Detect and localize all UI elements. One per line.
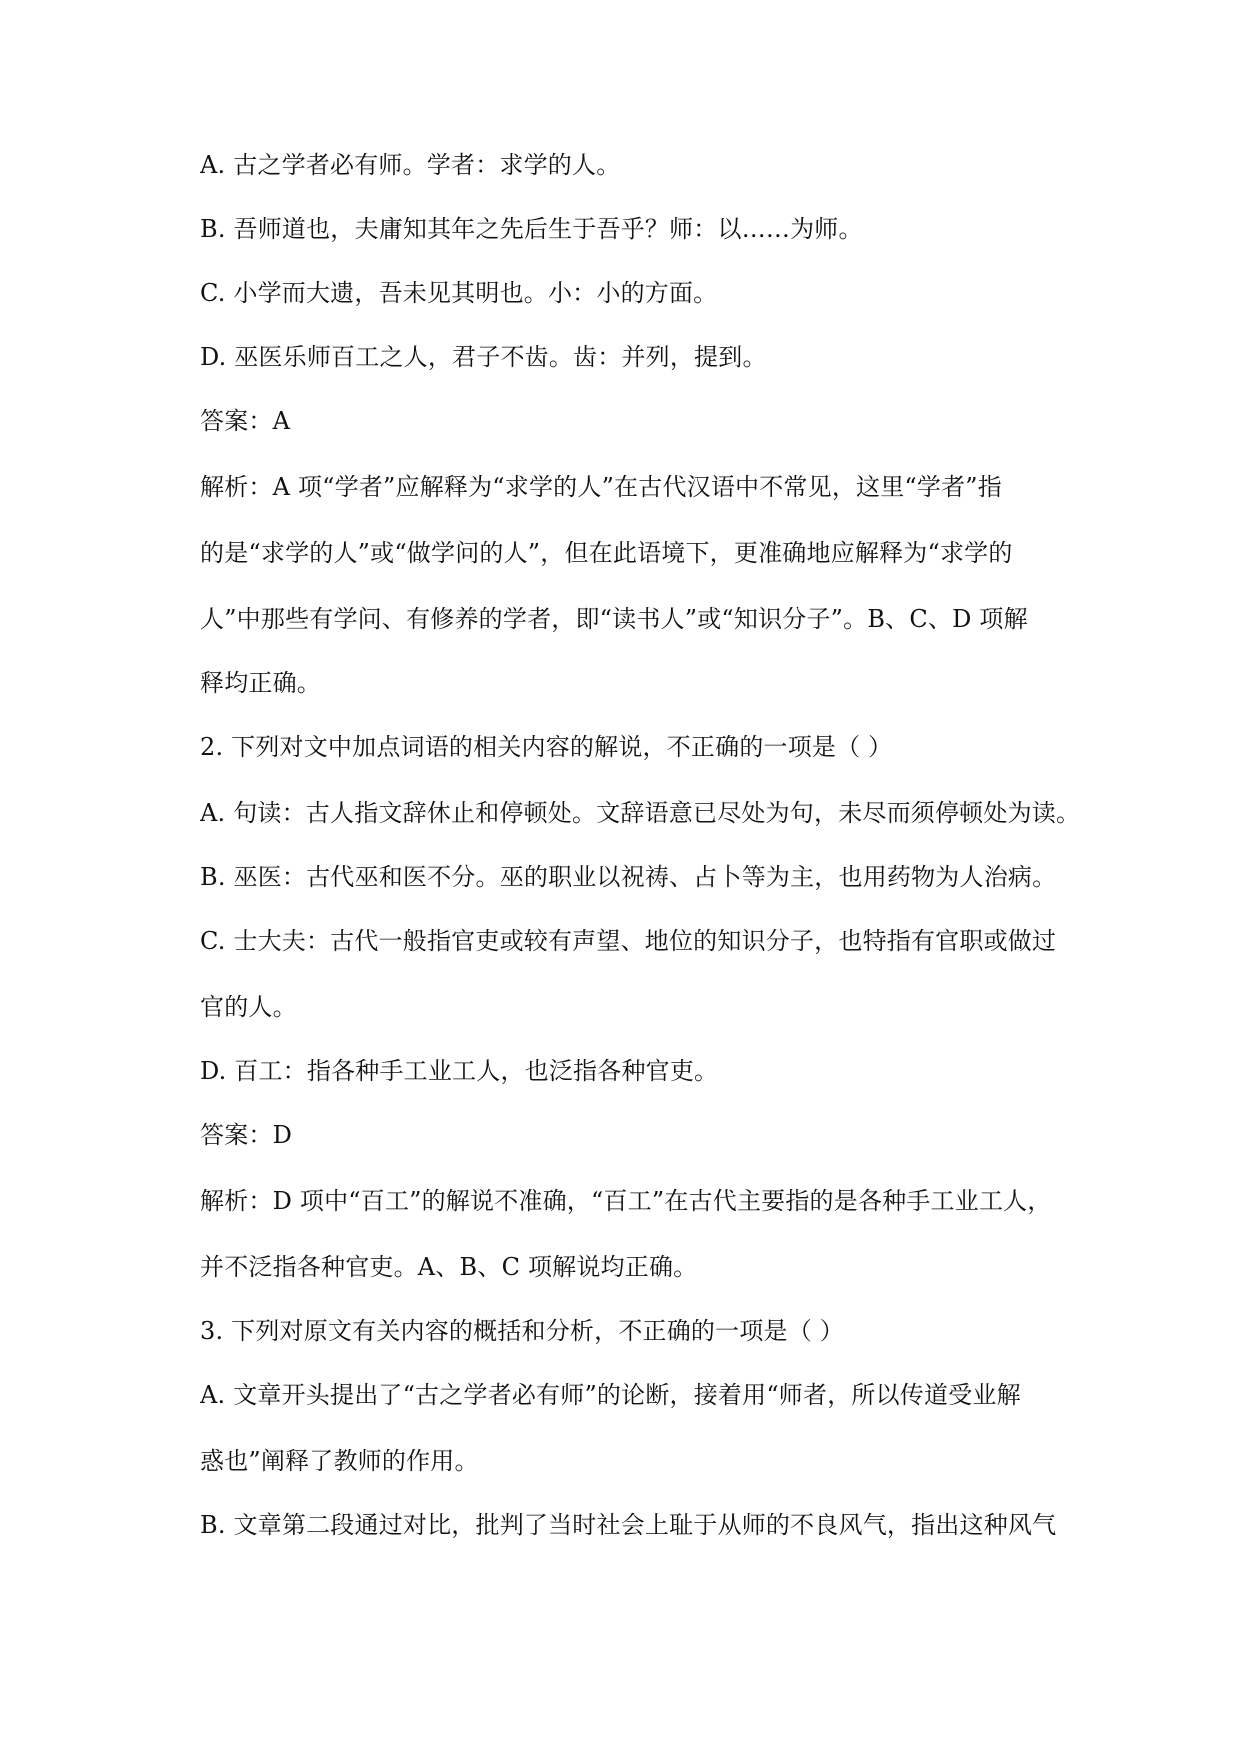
analysis-1-line-2: 的是“求学的人”或“做学问的人”，但在此语境下，更准确地应解释为“求学的 [200, 539, 1013, 567]
q2-option-d: D. 百工：指各种手工业工人，也泛指各种官吏。 [200, 1057, 719, 1085]
question-2: 2. 下列对文中加点词语的相关内容的解说，不正确的一项是（ ） [200, 733, 893, 761]
option-b-line: B. 吾师道也，夫庸知其年之先后生于吾乎？师：以……为师。 [200, 215, 863, 243]
analysis-1-line-3: 人”中那些有学问、有修养的学者，即“读书人”或“知识分子”。B、C、D 项解 [200, 605, 1028, 633]
answer-2: 答案：D [200, 1121, 293, 1149]
analysis-2-line-2: 并不泛指各种官吏。A、B、C 项解说均正确。 [200, 1253, 698, 1281]
q2-option-a: A. 句读：古人指文辞休止和停顿处。文辞语意已尽处为句，未尽而须停顿处为读。 [200, 799, 1081, 827]
analysis-1-line-1: 解析：A 项“学者”应解释为“求学的人”在古代汉语中不常见，这里“学者”指 [200, 473, 1002, 501]
q2-option-c-line-1: C. 士大夫：古代一般指官吏或较有声望、地位的知识分子，也特指有官职或做过 [200, 927, 1057, 955]
q3-option-a-line-1: A. 文章开头提出了“古之学者必有师”的论断，接着用“师者，所以传道受业解 [200, 1381, 1021, 1409]
answer-1: 答案：A [200, 407, 291, 435]
option-d-line: D. 巫医乐师百工之人，君子不齿。齿：并列，提到。 [200, 343, 767, 371]
option-c-line: C. 小学而大遗，吾未见其明也。小：小的方面。 [200, 279, 718, 307]
analysis-2-line-1: 解析：D 项中“百工”的解说不准确，“百工”在古代主要指的是各种手工业工人， [200, 1187, 1052, 1215]
q3-option-a-line-2: 惑也”阐释了教师的作用。 [200, 1447, 479, 1475]
q3-option-b-line-1: B. 文章第二段通过对比，批判了当时社会上耻于从师的不良风气，指出这种风气 [200, 1511, 1057, 1539]
option-a-line: A. 古之学者必有师。学者：求学的人。 [200, 151, 621, 179]
analysis-1-line-4: 释均正确。 [200, 669, 321, 697]
q2-option-c-line-2: 官的人。 [200, 993, 297, 1021]
q2-option-b: B. 巫医：古代巫和医不分。巫的职业以祝祷、占卜等为主，也用药物为人治病。 [200, 863, 1057, 891]
question-3: 3. 下列对原文有关内容的概括和分析，不正确的一项是（ ） [200, 1317, 844, 1345]
